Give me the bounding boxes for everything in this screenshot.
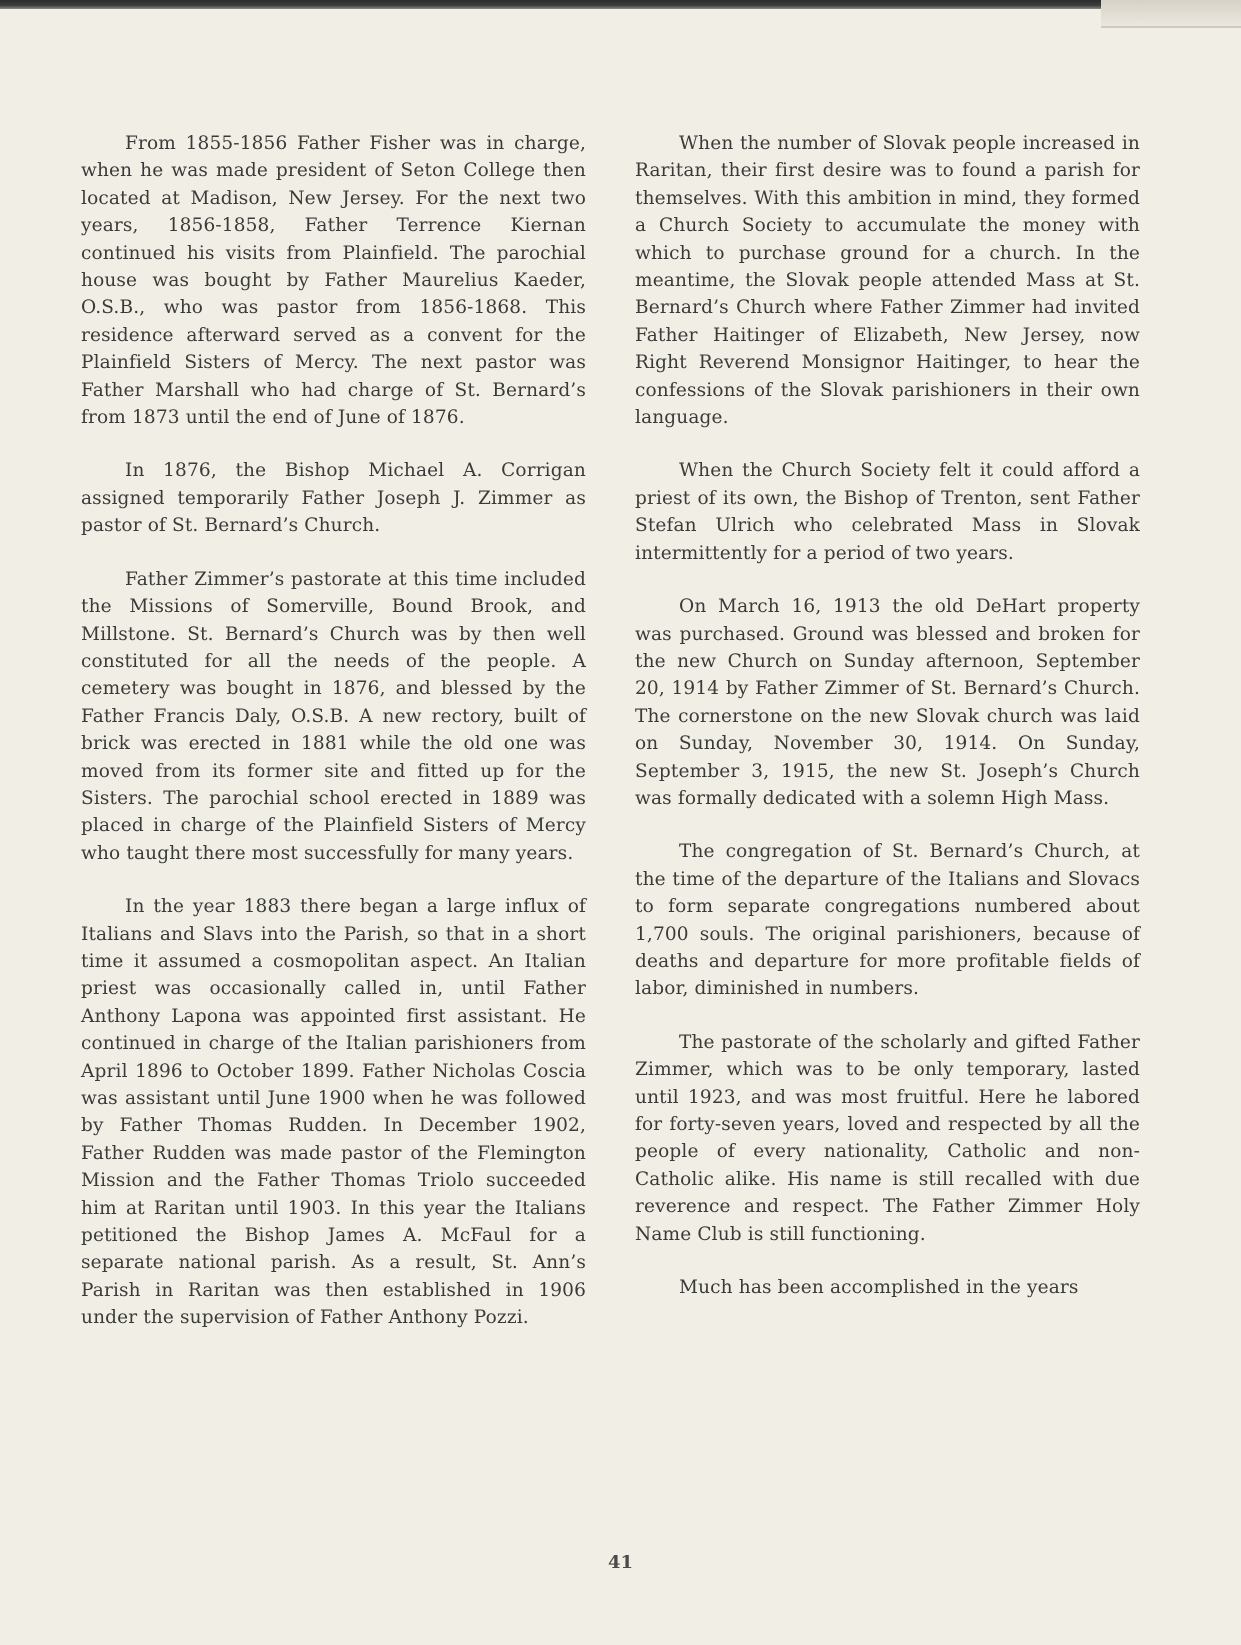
paragraph: The congregation of St. Bernard’s Church, at the time of the departure of the Italians and Slovacs to form separate congregations numbered about 1,700 souls. The original parishioners, because of deaths and departure for more profitable fields of labor, diminished in numbers. — [635, 841, 1140, 1000]
paragraph: On March 16, 1913 the old DeHart property was purchased. Ground was blessed and broken for the new Church on Sunday afternoon, September 20, 1914 by Father Zimmer of St. Bernard’s Church. The cornerstone on the new Slovak church was laid on Sunday, November 30, 1914. On Sunday, September 3, 1915, the new St. Joseph’s Church was formally dedicated with a solemn High Mass. — [635, 596, 1140, 809]
paragraph: When the Church Society felt it could afford a priest of its own, the Bishop of Trenton, sent Father Stefan Ulrich who celebrated Mass in Slovak intermittently for a period of two years. — [635, 460, 1140, 564]
scan-edge-corner — [1101, 0, 1241, 28]
paragraph: In the year 1883 there began a large influx of Italians and Slavs into the Parish, so that in a short time it assumed a cosmopolitan aspect. An Italian priest was occasionally called in, until Father Anthony Lapona was appointed first assistant. He continued in charge of the Italian parishioners from April 1896 to October 1899. Father Nicholas Coscia was assistant until June 1900 when he was followed by Father Thomas Rudden. In December 1902, Father Rudden was made pastor of the Flemington Mission and the Father Thomas Triolo succeeded him at Raritan until 1903. In this year the Italians petitioned the Bishop James A. McFaul for a separate national parish. As a result, St. Ann’s Parish in Raritan was then established in 1906 under the supervision of Father Anthony Pozzi. — [81, 896, 586, 1329]
paragraph: From 1855-1856 Father Fisher was in charge, when he was made president of Seton College then located at Madison, New Jersey. For the next two years, 1856-1858, Father Terrence Kiernan continued his visits from Plainfield. The parochial house was bought by Father Maurelius Kaeder, O.S.B., who was pastor from 1856-1868. This residence afterward served as a convent for the Plainfield Sisters of Mercy. The next pastor was Father Marshall who had charge of St. Bernard’s from 1873 until the end of June of 1876. — [81, 133, 586, 429]
page-number: 41 — [607, 1552, 634, 1573]
paragraph: Father Zimmer’s pastorate at this time included the Missions of Somerville, Bound Brook, and Millstone. St. Bernard’s Church was by then well constituted for all the needs of the people. A cemetery was bought in 1876, and blessed by the Father Francis Daly, O.S.B. A new rectory, built of brick was erected in 1881 while the old one was moved from its former site and fitted up for the Sisters. The parochial school erected in 1889 was placed in charge of the Plainfield Sisters of Mercy who taught there most successfully for many years. — [81, 568, 586, 864]
paragraph: In 1876, the Bishop Michael A. Corrigan assigned temporarily Father Joseph J. Zimmer as pastor of St. Bernard’s Church. — [81, 460, 586, 537]
right-column — [635, 130, 1140, 1327]
paragraph: When the number of Slovak people increased in Raritan, their first desire was to found a parish for themselves. With this ambition in mind, they formed a Church Society to accumulate the money with which to purchase ground for a church. In the meantime, the Slovak people attended Mass at St. Bernard’s Church where Father Zimmer had invited Father Haitinger of Elizabeth, New Jersey, now Right Reverend Monsignor Haitinger, to hear the confessions of the Slovak parishioners in their own language. — [635, 133, 1140, 429]
paragraph: The pastorate of the scholarly and gifted Father Zimmer, which was to be only temporary, lasted until 1923, and was most fruitful. Here he labored for forty-seven years, loved and respected by all the people of every nationality, Catholic and non-Catholic alike. His name is still recalled with due reverence and respect. The Father Zimmer Holy Name Club is still functioning. — [635, 1031, 1140, 1245]
paragraph: Much has been accomplished in the years — [679, 1277, 1079, 1299]
left-column — [81, 130, 586, 1358]
scan-edge-top — [0, 0, 1241, 9]
